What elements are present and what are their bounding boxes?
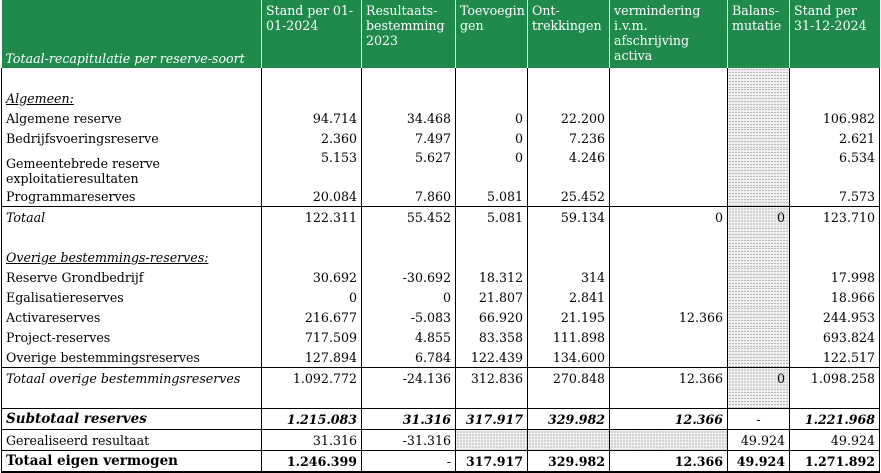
cell [528,430,610,451]
cell: 7.573 [790,186,880,207]
cell: 7.236 [528,128,610,148]
cell: 122.311 [262,207,362,228]
cell: 55.452 [362,207,456,228]
row-label: Reserve Grondbedrijf [2,267,262,287]
table-row [2,186,880,207]
cell: 0 [456,108,528,128]
cell [610,430,728,451]
table-row [2,327,880,347]
cell: 1.271.892 [790,451,880,473]
cell: -5.083 [362,307,456,327]
cell: 1.098.258 [790,368,880,389]
cell: 31.316 [262,430,362,451]
cell: 94.714 [262,108,362,128]
row-label: Overige bestemmingsreserves [2,347,262,368]
cell [728,347,790,368]
cell: 59.134 [528,207,610,228]
cell: 18.966 [790,287,880,307]
cell: 2.360 [262,128,362,148]
cell: 25.452 [528,186,610,207]
cell: 12.366 [610,368,728,389]
cell: 49.924 [790,430,880,451]
cell: 0 [456,128,528,148]
cell: 106.982 [790,108,880,128]
row-label: Algemene reserve [2,108,262,128]
table-row [2,347,880,368]
cell: 1.246.399 [262,451,362,473]
cell: 83.358 [456,327,528,347]
cell: 5.081 [456,186,528,207]
cell: - [362,451,456,473]
cell: 30.692 [262,267,362,287]
table-row [2,267,880,287]
cell: 312.836 [456,368,528,389]
cell: 7.860 [362,186,456,207]
cell: 21.807 [456,287,528,307]
cell [728,148,790,186]
row-label: Totaal [2,207,262,228]
subtotal-row [2,409,880,430]
cell: 123.710 [790,207,880,228]
table-title: Totaal-recapitulatie per reserve-soort [2,0,262,68]
cell: 317.917 [456,409,528,430]
cell: 317.917 [456,451,528,473]
cell [610,186,728,207]
table-row [2,108,880,128]
section-title: Overige bestemmings-reserves: [2,247,262,267]
cell: 49.924 [728,430,790,451]
eigen-vermogen-row [2,451,880,473]
cell: 1.092.772 [262,368,362,389]
cell: 127.894 [262,347,362,368]
cell [728,267,790,287]
cell: 21.195 [528,307,610,327]
cell: 12.366 [610,409,728,430]
cell: 270.848 [528,368,610,389]
cell [728,287,790,307]
cell: 49.924 [728,451,790,473]
cell: 717.509 [262,327,362,347]
cell: 18.312 [456,267,528,287]
cell: 0 [456,148,528,186]
row-label: Gemeentebrede reserve exploitatieresultaten [2,148,262,186]
cell [728,327,790,347]
cell: -30.692 [362,267,456,287]
col-header-stand-begin: Stand per 01-01-2024 [262,0,362,68]
total-row-algemeen [2,207,880,228]
reserve-recap-table [1,0,880,473]
cell: 122.439 [456,347,528,368]
cell: 31.316 [362,409,456,430]
cell: 329.982 [528,451,610,473]
cell: 111.898 [528,327,610,347]
cell: 216.677 [262,307,362,327]
cell: 22.200 [528,108,610,128]
cell [610,347,728,368]
cell: 5.627 [362,148,456,186]
col-header-stand-eind: Stand per 31-12-2024 [790,0,880,68]
section-title: Algemeen: [2,88,262,108]
total-row-overige [2,368,880,389]
cell [610,128,728,148]
col-header-balansmutatie: Balans-mutatie [728,0,790,68]
cell [728,307,790,327]
section-heading-overige [2,247,880,267]
cell: 20.084 [262,186,362,207]
cell: -31.316 [362,430,456,451]
cell: 0 [362,287,456,307]
row-label: Project-reserves [2,327,262,347]
cell: 5.153 [262,148,362,186]
row-label: Activareserves [2,307,262,327]
cell: 244.953 [790,307,880,327]
cell [610,267,728,287]
row-label: Programmareserves [2,186,262,207]
table-row [2,148,880,186]
row-label: Totaal overige bestemmingsreserves [2,368,262,389]
table-row [2,307,880,327]
col-header-vermindering: vermindering i.v.m. afschrijving activa [610,0,728,68]
section-heading-algemeen [2,88,880,108]
cell: 17.998 [790,267,880,287]
cell: 0 [728,207,790,228]
cell: - [728,409,790,430]
cell: 6.534 [790,148,880,186]
cell [456,430,528,451]
row-label: Totaal eigen vermogen [2,451,262,473]
gerealiseerd-row [2,430,880,451]
cell: 0 [728,368,790,389]
col-header-resultaatsbestemming: Resultaats-bestemming 2023 [362,0,456,68]
cell: 693.824 [790,327,880,347]
col-header-onttrekkingen: Ont-trekkingen [528,0,610,68]
cell: 4.855 [362,327,456,347]
cell: 329.982 [528,409,610,430]
cell: 12.366 [610,451,728,473]
cell: 66.920 [456,307,528,327]
cell [610,287,728,307]
row-label: Egalisatiereserves [2,287,262,307]
cell [728,108,790,128]
cell: 2.621 [790,128,880,148]
row-label: Bedrijfsvoeringsreserve [2,128,262,148]
cell [610,327,728,347]
cell [728,128,790,148]
cell: -24.136 [362,368,456,389]
cell: 34.468 [362,108,456,128]
cell: 12.366 [610,307,728,327]
cell: 1.215.083 [262,409,362,430]
cell: 4.246 [528,148,610,186]
row-label: Subtotaal reserves [2,409,262,430]
table-row [2,287,880,307]
cell: 134.600 [528,347,610,368]
cell: 6.784 [362,347,456,368]
col-header-toevoegingen: Toevoegin gen [456,0,528,68]
cell [728,186,790,207]
cell: 122.517 [790,347,880,368]
row-label: Gerealiseerd resultaat [2,430,262,451]
cell: 0 [610,207,728,228]
cell: 2.841 [528,287,610,307]
cell: 0 [262,287,362,307]
cell: 5.081 [456,207,528,228]
cell: 314 [528,267,610,287]
cell [610,148,728,186]
cell: 1.221.968 [790,409,880,430]
cell: 7.497 [362,128,456,148]
cell [610,108,728,128]
table-row [2,128,880,148]
